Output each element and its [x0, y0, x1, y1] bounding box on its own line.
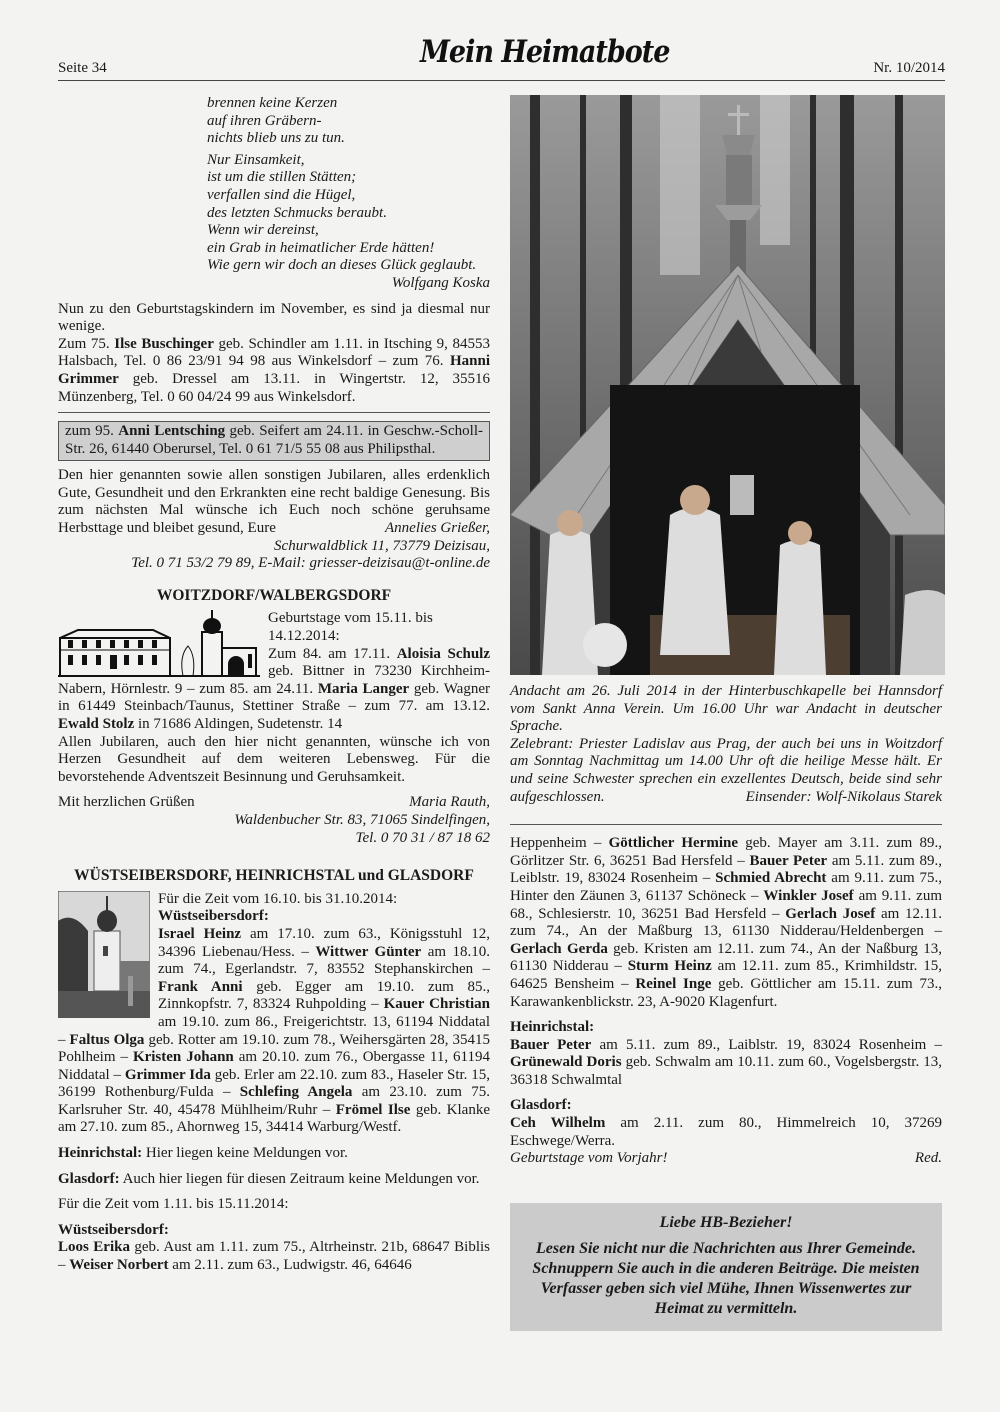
editor-note [510, 1150, 942, 1168]
entry-text: am 12.11. zum 74., An der Maßburg 13, 61130 Nidderau/Heldenbergen – [510, 905, 942, 940]
person-name: Winkler Josef [763, 887, 854, 904]
left-column [58, 95, 490, 1275]
entry-text: geb. Bittner in 73230 Kirchheim-Nabern, Hörnlestr. 9 – zum 85. am 24.11. [58, 663, 490, 697]
poem-line: ist um die stillen Stätten; [207, 169, 357, 186]
poem-line: auf ihren Gräbern- [207, 112, 322, 129]
entry-text: geb. Egger am 19.10. zum 85., Zinnkopfstr. 7, 83324 Ruhpolding – [158, 978, 490, 1013]
person-name: Aloisia Schulz [396, 645, 490, 662]
person-name: Grimmer Ida [124, 1066, 211, 1083]
poem-stanza [207, 95, 490, 148]
person-name: Ceh Wilhelm [510, 1115, 606, 1132]
entry-text: geb. Klanke am 27.10. zum 85., Ahornweg 15, 34414 Warburg/Westf. [58, 1101, 491, 1136]
glasdorf-note [58, 1171, 490, 1189]
subheading-label: Wüstseibersdorf: [158, 908, 269, 925]
photo-caption: Andacht am 26. Juli 2014 in der Hinterbuschkapelle bei Hannsdorf vom Sankt Anna Verein. Um 16.00 Uhr war Andacht in deutscher Sprache. [510, 683, 942, 735]
note-text: Geburtstage vom Vorjahr! [510, 1150, 668, 1167]
section-heading: WOITZDORF/WALBERGSDORF [156, 586, 392, 604]
subheading-label: Glasdorf: [510, 1097, 572, 1114]
person-name: Schmied Abrecht [715, 870, 827, 887]
person-name: Ewald Stolz [58, 716, 135, 732]
wishes-text [58, 467, 490, 537]
entry-text: am 9.11. zum 68., Schlesierstr. 10, 36251 Bad Hersfeld – [510, 887, 942, 922]
divider [58, 412, 490, 413]
header-divider [58, 80, 945, 81]
entry-text: am 5.11. zum 89., Laiblstr. 19, 83024 Rosenheim – [591, 1036, 942, 1053]
person-name: Wittwer Günter [315, 943, 422, 960]
entry-text: am 9.11. zum 75., Hinter den Zäunen 3, 61137 Schöneck – [510, 870, 942, 904]
entry-text: am 2.11. zum 80., Himmelreich 10, 37269 Eschwege/Werra. [510, 1115, 943, 1149]
village-drawing-image [58, 610, 260, 678]
birthday-list [58, 1239, 490, 1274]
entry-text: am 18.10. zum 74., Egerlandstr. 7, 83552 Stephanskirchen – [158, 943, 490, 978]
intro-text: Nun zu den Geburtstagskindern im November, es sind ja diesmal nur wenige. [58, 300, 490, 335]
poem-line: Nur Einsamkeit, [207, 151, 305, 168]
entry-text: geb. Mayer am 3.11. zum 89., Görlitzer Str. 6, 36251 Bad Hersfeld – [510, 835, 943, 869]
person-name: Anni Lentsching [118, 423, 226, 440]
info-box-title: Liebe HB-Bezieher! [659, 1213, 793, 1231]
entry-text: zum 95. [65, 423, 119, 440]
heinrichstal-note [58, 1145, 490, 1163]
section-heading: WÜSTSEIBERSDORF, HEINRICHSTAL und GLASDORF [74, 867, 474, 885]
subheading [510, 1097, 942, 1115]
person-name: Bauer Peter [510, 1036, 592, 1053]
author-name: Annelies Grießer, [385, 520, 490, 537]
birthday-list [510, 1037, 942, 1090]
person-name: Loos Erika [58, 1239, 130, 1256]
entry-text: geb. Schindler am 1.11. in Itsching 9, 84553 Halsbach, Tel. 0 86 23/91 94 98 aus Winkelsdorf – zum 76. [58, 335, 490, 370]
poem-line: Wenn wir dereinst, [207, 222, 319, 239]
person-name: Sturm Heinz [627, 958, 712, 975]
entry-text: geb. Aust am 1.11. zum 75., Altrheinstr. 21b, 68647 Biblis – [58, 1239, 490, 1274]
author-address: Waldenbucher Str. 83, 71065 Sindelfingen, [234, 811, 490, 828]
poem-line: Wie gern wir doch an dieses Glück geglaubt. [207, 257, 477, 274]
poem-line: verfallen sind die Hügel, [207, 186, 356, 203]
info-box [510, 1203, 942, 1331]
poem-line: brennen keine Kerzen [207, 95, 338, 111]
person-name: Kristen Johann [132, 1049, 234, 1066]
note-sign: Red. [914, 1150, 942, 1167]
poem-stanza [207, 152, 490, 275]
person-name: Heinrichstal: [58, 1145, 143, 1162]
entry-text: geb. Schwalm am 10.11. zum 60., Vogelsbergstr. 13, 36318 Schwalmtal [510, 1054, 942, 1088]
info-box-body: Lesen Sie nicht nur die Nachrichten aus Ihrer Gemeinde. Schnuppern Sie auch in die anderen Beiträge. Die meisten Verfasser geben sich viel Mühe, Ihnen Wissenwertes zur Heimat zu vermitteln. [532, 1239, 920, 1317]
subheading-label: Wüstseibersdorf: [58, 1221, 169, 1238]
poem-author: Wolfgang Koska [391, 274, 490, 291]
greeting: Mit herzlichen Grüßen [58, 794, 195, 811]
page-number: Seite 34 [58, 60, 107, 76]
person-name: Glasdorf: [58, 1170, 120, 1187]
birthday-list [510, 1115, 942, 1150]
person-name: Hanni Grimmer [58, 353, 490, 387]
highlight-box [58, 421, 490, 461]
entry-text: am 20.10. zum 76., Obergasse 11, 61194 Niddatal – [58, 1049, 490, 1083]
right-column [510, 95, 942, 1331]
author-name: Maria Rauth, [409, 794, 490, 811]
entry-text: geb. Wagner in 61449 Steinbach/Taunus, Stettiner Straße – zum 77. am 13.12. [58, 680, 490, 715]
entry-text: geb. Kristen am 12.11. zum 74., An der Naßburg 13, 61130 Nidderau – [510, 940, 943, 975]
entry-text: geb. Dressel am 13.11. in Wingertstr. 12, 35516 Münzenberg, Tel. 0 60 04/24 99 aus Winkelsdorf. [58, 370, 490, 405]
entry-text: geb. Göttlicher am 15.11. zum 73., Karawankenblickstr. 23, A-9020 Klagenfurt. [510, 975, 942, 1010]
entry-text: geb. Seifert am 24.11. in Geschw.-Scholl-Str. 26, 61440 Oberursel, Tel. 0 61 71/5 55 08 aus Philipsthal. [65, 423, 484, 457]
person-name: Grünewald Doris [510, 1054, 622, 1071]
poem-line: nichts blieb uns zu tun. [207, 130, 345, 147]
entry-text: Zum 75. [58, 335, 115, 352]
person-name: Gerlach Josef [785, 905, 876, 922]
birthday-list [510, 835, 942, 1011]
entry-text: in 71686 Aldingen, Sudetenstr. 14 [134, 716, 343, 732]
person-name: Kauer Christian [383, 996, 490, 1013]
person-name: Schlefing Angela [239, 1084, 353, 1101]
birthday-list [58, 336, 490, 406]
entry-text: am 12.11. zum 85., Krimhildstr. 15, 64625 Bensheim – [510, 958, 942, 992]
author-address: Schurwaldblick 11, 73779 Deizisau, [274, 537, 490, 554]
signature-line [58, 794, 490, 812]
entry-text: Zum 84. am 17.11. [268, 645, 397, 662]
person-name: Frömel Ilse [335, 1101, 411, 1118]
poem-line: des letzten Schmucks beraubt. [207, 204, 387, 221]
author-contact: Tel. 0 71 53/2 79 89, E-Mail: griesser-deizisau@t-online.de [131, 555, 490, 572]
issue-number: Nr. 10/2014 [873, 60, 945, 76]
person-name: Göttlicher Hermine [608, 835, 739, 852]
wishes-body: Den hier genannten sowie allen sonstigen Jubilaren, alles erdenklich Gute, Gesundheit und den Erkrankten eine recht baldige Genesung. Bis zum nächsten Mal wünsche ich Euch noch schöne geruhsame Herbsttage und bleibet gesund, Eure [58, 467, 490, 537]
period-text: Für die Zeit vom 1.11. bis 15.11.2014: [58, 1196, 289, 1213]
person-name: Israel Heinz [158, 925, 242, 942]
person-name: Ilse Buschinger [114, 335, 214, 352]
entry-text: Hier liegen keine Meldungen vor. [142, 1145, 348, 1162]
person-name: Maria Langer [317, 680, 410, 697]
person-name: Gerlach Gerda [510, 940, 608, 957]
caption-sender: Einsender: Wolf-Nikolaus Starek [745, 788, 942, 805]
divider [510, 824, 942, 825]
person-name: Bauer Peter [749, 852, 828, 869]
entry-text: geb. Rotter am 19.10. zum 78., Weihersgärten 28, 35415 Pohlheim – [58, 1031, 491, 1066]
photo-caption-details [510, 736, 942, 806]
person-name: Frank Anni [158, 978, 243, 995]
poem [207, 95, 490, 275]
wishes-text: Allen Jubilaren, auch den hier nicht genannten, wünsche ich von Herzen Gesundheit auf dem weiteren Lebensweg. Für die bevorstehende Adventszeit Besinnung und Geruhsamkeit. [58, 733, 490, 785]
church-photo [58, 891, 150, 1018]
chapel-photo [510, 95, 945, 675]
subheading [510, 1019, 942, 1037]
entry-text: am 2.11. zum 63., Ludwigstr. 46, 64646 [168, 1257, 412, 1274]
person-name: Faltus Olga [69, 1031, 145, 1048]
period-text: Geburtstage vom 15.11. bis 14.12.2014: [268, 610, 433, 645]
caption-body: Zelebrant: Priester Ladislav aus Prag, der auch bei uns in Woitzdorf am Sonntag Nachmittag um 14.00 Uhr oft die heilige Messe hält. Er und seine Schwester sprechen ein exzellentes Deutsch, beide sind sehr aufgeschlossen. [510, 735, 942, 805]
masthead-logo: Mein Heimatbote [420, 34, 670, 71]
author-contact: Tel. 0 70 31 / 87 18 62 [355, 829, 490, 846]
entry-text: Auch hier liegen für diesen Zeitraum keine Meldungen vor. [119, 1170, 480, 1187]
person-name: Reinel Inge [635, 975, 712, 992]
period-text: Für die Zeit vom 16.10. bis 31.10.2014: [158, 890, 398, 907]
entry-text: geb. Erler am 22.10. zum 83., Haseler Str. 15, 36199 Rothenburg/Fulda – [58, 1066, 490, 1101]
entry-text: am 5.11. zum 89., Leiblstr. 19, 83024 Rosenheim – [510, 852, 942, 887]
subheading [58, 1222, 490, 1240]
entry-text: Heppenheim – [510, 835, 609, 852]
birthday-highlight [65, 423, 483, 458]
entry-text: am 17.10. zum 63., Königsstuhl 12, 34396 Liebenau/Hess. – [158, 925, 490, 960]
entry-text: am 19.10. zum 86., Freigerichtstr. 13, 61194 Niddatal – [58, 1013, 490, 1048]
subheading-label: Heinrichstal: [510, 1019, 595, 1036]
person-name: Weiser Norbert [69, 1257, 169, 1274]
entry-text: am 23.10. zum 75. Karlsruher Str. 40, 45478 Mühlheim/Ruhr – [58, 1084, 490, 1118]
poem-line: ein Grab in heimatlicher Erde hätten! [207, 239, 435, 256]
